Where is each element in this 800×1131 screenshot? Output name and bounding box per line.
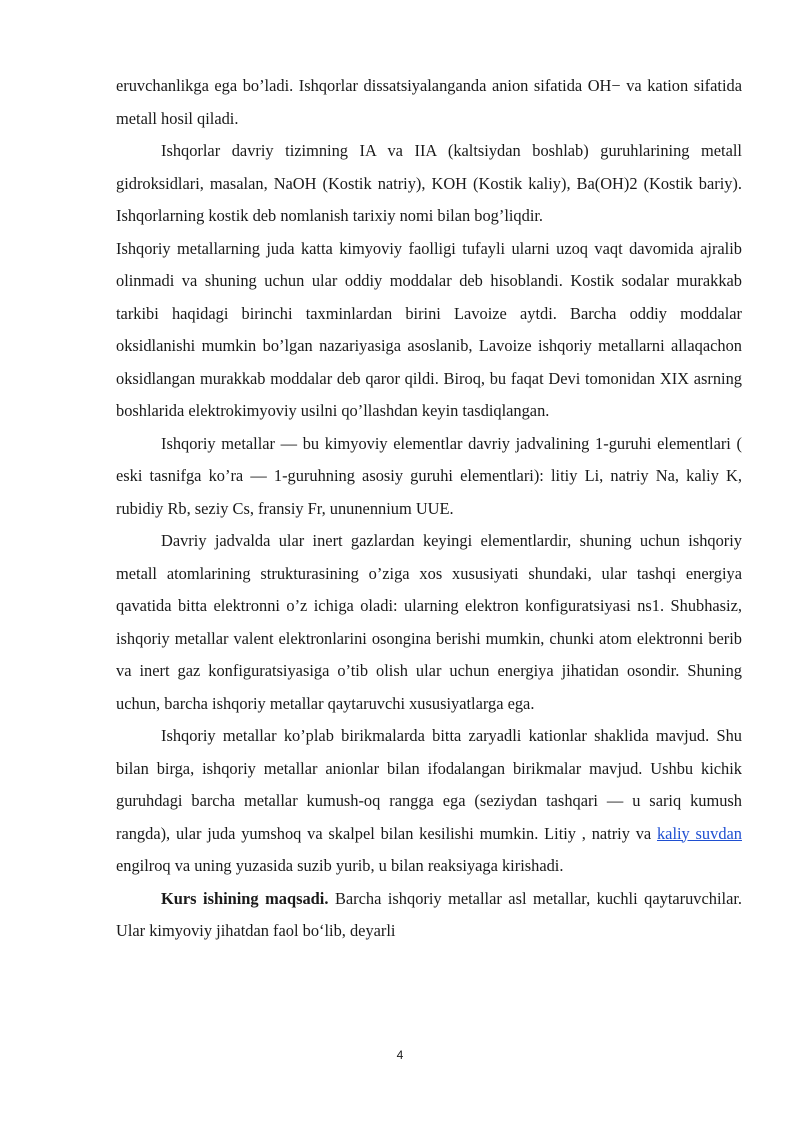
paragraph-alkali-metals-list: Ishqoriy metallar — bu kimyoviy elementlar davriy jadvalining 1-guruhi elementlari ( eski tasnifga ko’ra — 1-guruhning asosiy guruhi elementlari): litiy Li, natriy Na, kaliy K, rubidiy Rb, seziy Cs, fransiy Fr, ununennium UUE. (116, 433, 742, 518)
paragraph-lavoisier-history: Ishqoriy metallarning juda katta kimyoviy faolligi tufayli ularni uzoq vaqt davomida ajralib olinmadi va shuning uchun ular oddiy moddalar deb hisoblandi. Kostik sodalar murakkab tarkibi haqidagi birinchi taxminlardan birini Lavoize aytdi. Barcha oddiy moddalar oksidlanishi mumkin bo’lgan nazariyasiga asoslanib, Lavoize ishqoriy metallarni allaqachon oksidlangan murakkab moddalar deb qaror qildi. Biroq, bu faqat Devi tomonidan XIX asrning boshlarida elektrokimyoviy usilni qo’llashdan keyin tasdiqlangan. (116, 238, 742, 420)
paragraph-course-goal (116, 883, 742, 948)
paragraph-properties (116, 720, 742, 883)
paragraph-alkalis-groups: Ishqorlar davriy tizimning IA va IIA (kaltsiydan boshlab) guruhlarining metall gidroksidlari, masalan, NaOH (Kostik natriy), KOH (Kostik kaliy), Ba(OH)2 (Kostik bariy). Ishqorlarning kostik deb nomlanish tarixiy nomi bilan bog’liqdir. (116, 141, 742, 225)
paragraph-properties-text: Ishqoriy metallar ko’plab birikmalarda bitta zaryadli kationlar shaklida mavjud. Shu bilan birga, ishqoriy metallar anionlar bilan ifodalangan birikmalar mavjud. Ushbu kichik guruhdagi barcha metallar kumush-oq rangga ega (seziydan tashqari — u sariq kumush rangda), ular juda yumshoq va skalpel bilan kesilishi mumkin. Litiy , natriy va (116, 726, 742, 843)
paragraph-continuation: eruvchanlikga ega bo’ladi. Ishqorlar dissatsiyalanganda anion sifatida OH− va kation sifatida metall hosil qiladi. (116, 76, 742, 128)
document-body (116, 70, 742, 948)
kaliy-suvdan-link[interactable]: kaliy suvdan (656, 823, 742, 843)
course-goal-heading: Kurs ishining maqsadi. (161, 888, 329, 908)
page-number: 4 (396, 1048, 404, 1062)
paragraph-electron-configuration: Davriy jadvalda ular inert gazlardan keyingi elementlardir, shuning uchun ishqoriy metall atomlarining strukturasining o’ziga xos xususiyati shundaki, ular tashqi energiya qavatida bitta elektronni o’z ichiga oladi: ularning elektron konfiguratsiyasi ns1. Shubhasiz, ishqoriy metallar valent elektronlarini osongina berishi mumkin, chunki atom elektronni berib va inert gaz konfiguratsiyasiga o’tib olish ular uchun energiya jihatidan osondir. Shuning uchun, barcha ishqoriy metallar qaytaruvchi xususiyatlarga ega. (116, 531, 742, 713)
course-goal-text: Barcha ishqoriy metallar asl metallar, kuchli qaytaruvchilar. Ular kimyoviy jihatdan faol bo‘lib, deyarli (116, 888, 742, 940)
paragraph-properties-text-end: engilroq va uning yuzasida suzib yurib, u bilan reaksiyaga kirishadi. (116, 856, 564, 875)
